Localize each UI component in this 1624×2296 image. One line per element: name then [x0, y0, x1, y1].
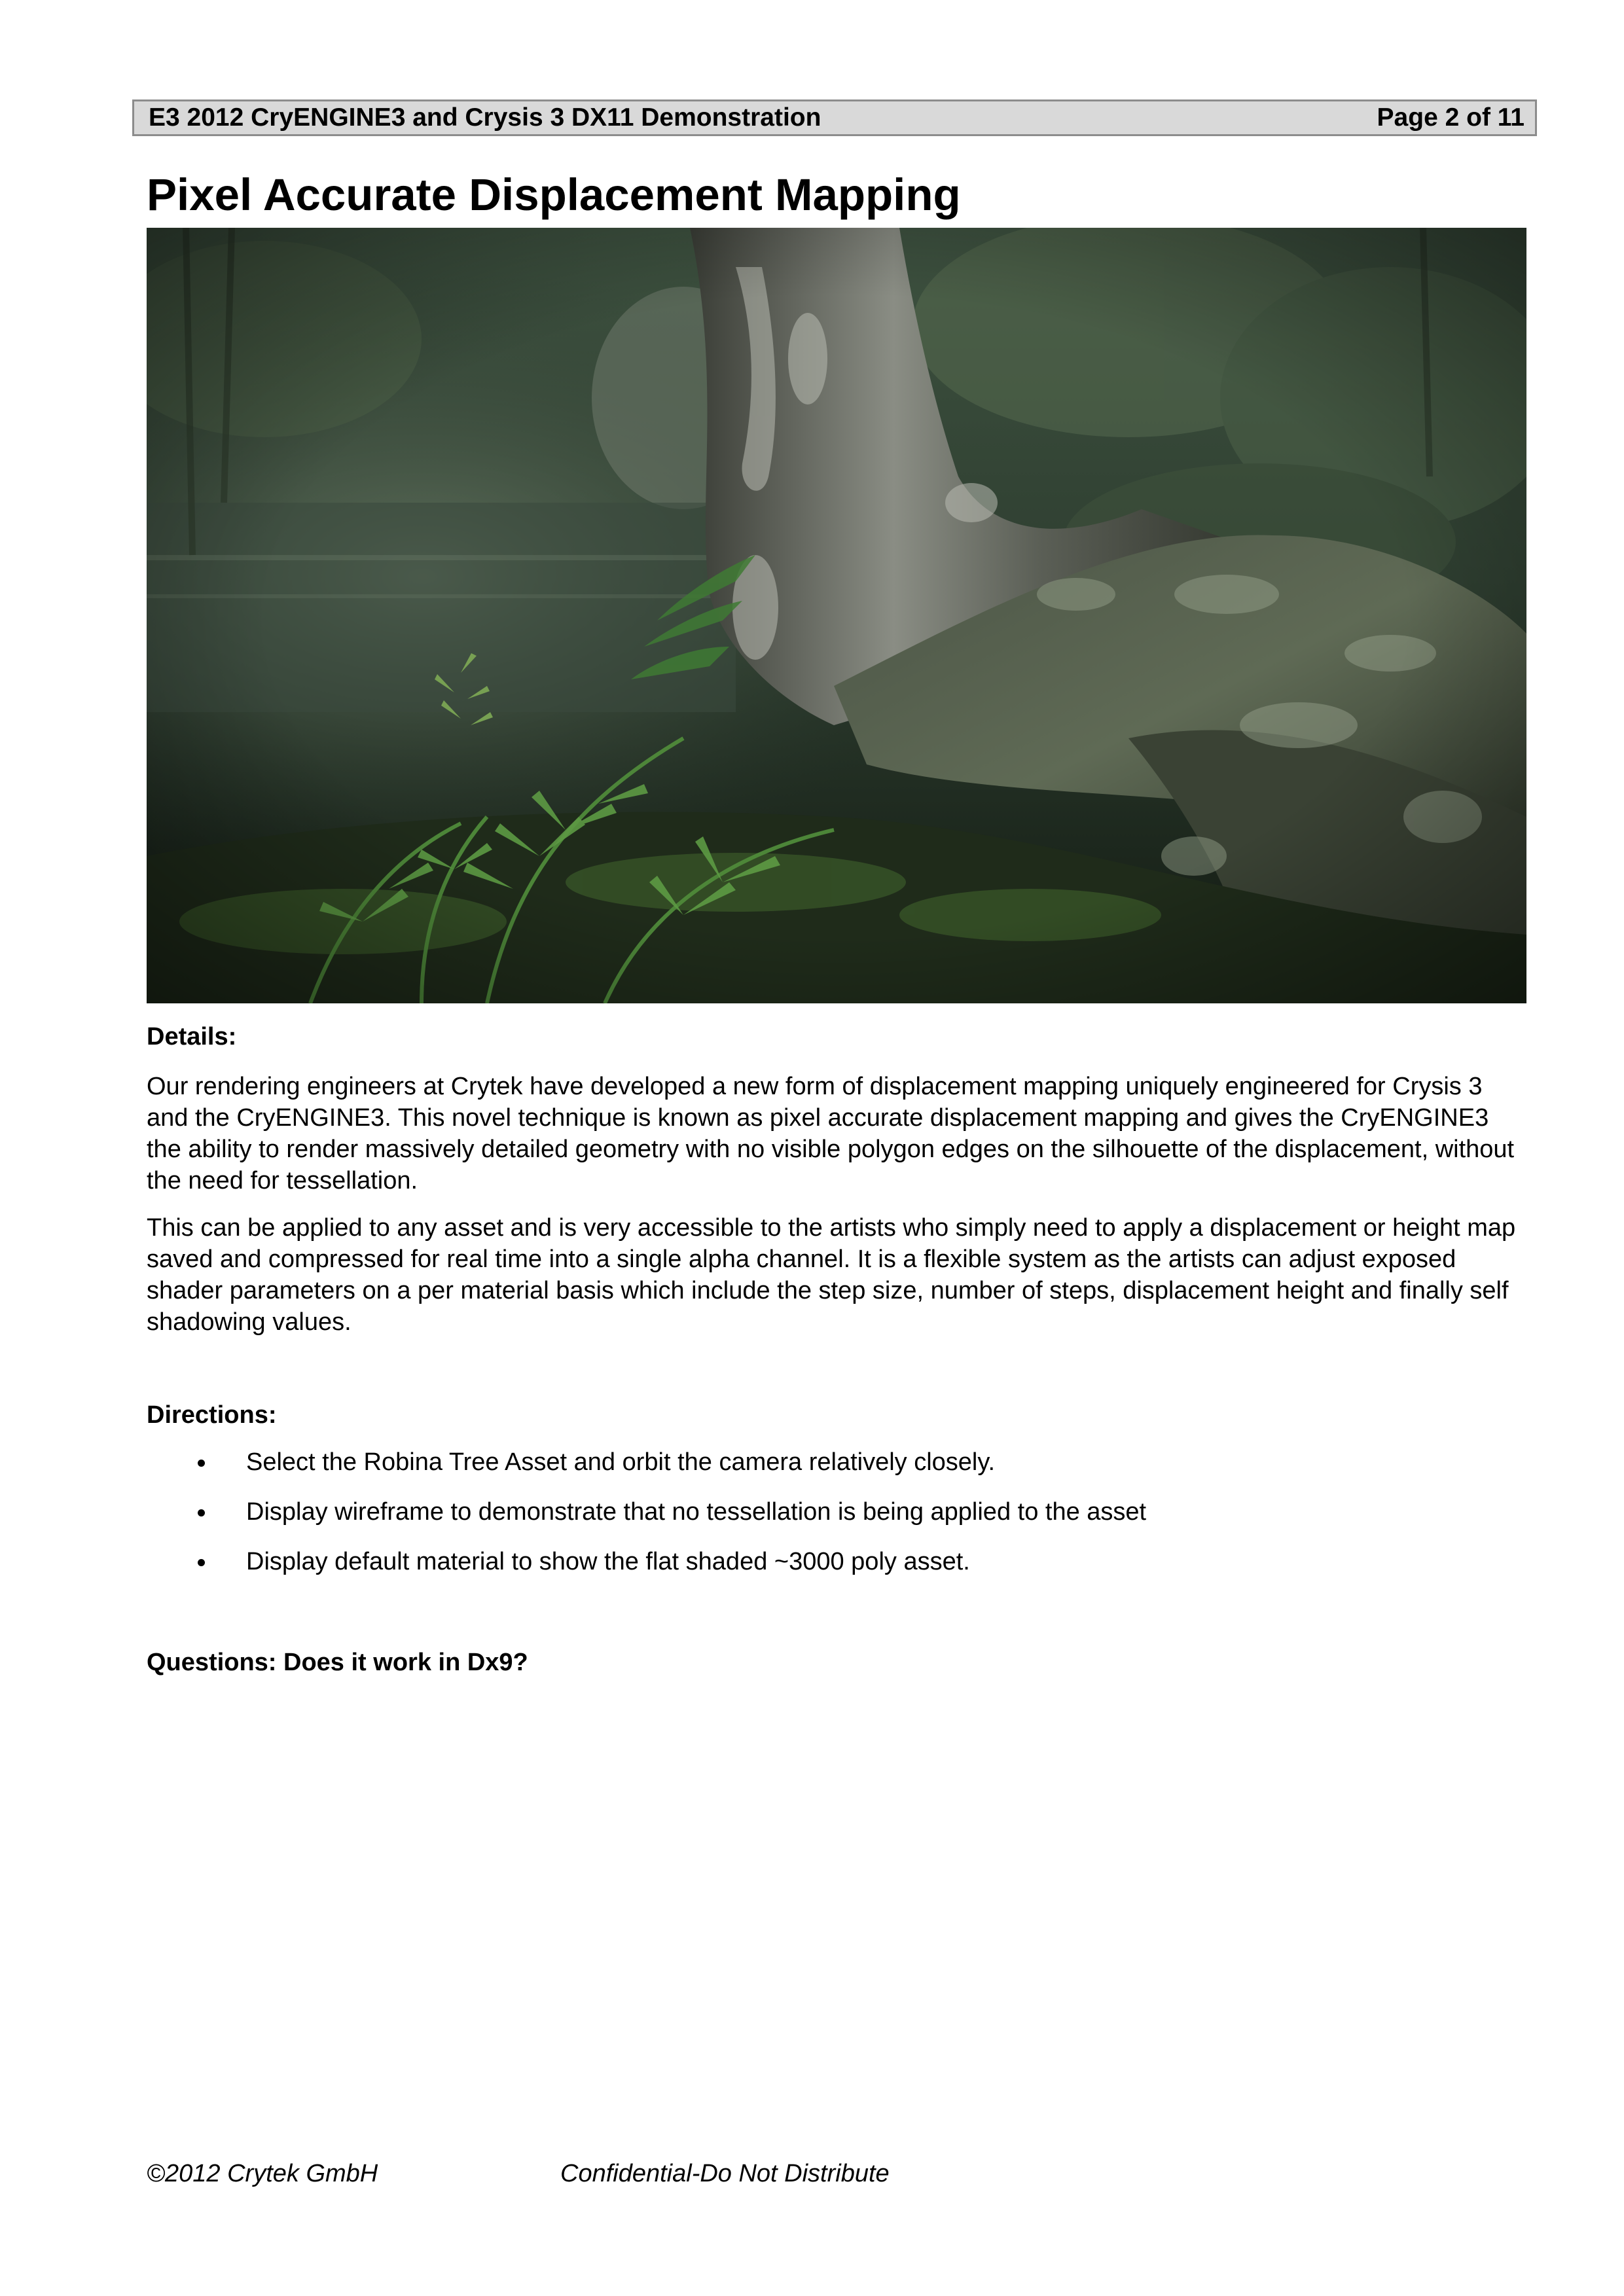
hero-screenshot-tree-roots: [147, 228, 1526, 1003]
direction-text: Display default material to show the flat shaded ~3000 poly asset.: [246, 1548, 970, 1575]
details-paragraph-1: Our rendering engineers at Crytek have developed a new form of displacement mapping uniquely engineered for Crysis 3 and the CryENGINE3. This novel technique is known as pixel accurate displacement mapping and gives the CryENGINE3 the ability to render massively detailed geometry with no visible polygon edges on the silhouette of the displacement, without the need for tessellation.: [147, 1073, 1515, 1194]
page-title: Pixel Accurate Displacement Mapping: [147, 170, 961, 220]
direction-text: Select the Robina Tree Asset and orbit the camera relatively closely.: [246, 1448, 996, 1476]
list-item: [147, 1496, 1521, 1546]
header-title: E3 2012 CryENGINE3 and Crysis 3 DX11 Demonstration: [149, 103, 821, 132]
direction-text: Display wireframe to demonstrate that no tessellation is being applied to the asset: [246, 1498, 1147, 1526]
bullet-icon: [198, 1509, 205, 1516]
details-paragraph-2: This can be applied to any asset and is very accessible to the artists who simply need to apply a displacement or height map saved and compressed for real time into a single alpha channel. It is a flexible system as the artists can adjust exposed shader parameters on a per material basis which include the step size, number of steps, displacement height and finally self shadowing values.: [147, 1214, 1516, 1336]
footer-copyright: ©2012 Crytek GmbH: [147, 2160, 378, 2187]
directions-heading: Directions:: [147, 1401, 277, 1429]
bullet-icon: [198, 1559, 205, 1566]
document-header-bar: [132, 99, 1537, 136]
questions-heading: Questions: Does it work in Dx9?: [147, 1649, 528, 1676]
page-indicator: Page 2 of 11: [1377, 103, 1525, 132]
list-item: [147, 1446, 1521, 1496]
details-heading: Details:: [147, 1023, 237, 1050]
bullet-icon: [198, 1460, 205, 1467]
list-item: [147, 1546, 1521, 1596]
footer-confidential: Confidential-Do Not Distribute: [560, 2160, 890, 2187]
directions-list: [147, 1446, 1521, 1596]
